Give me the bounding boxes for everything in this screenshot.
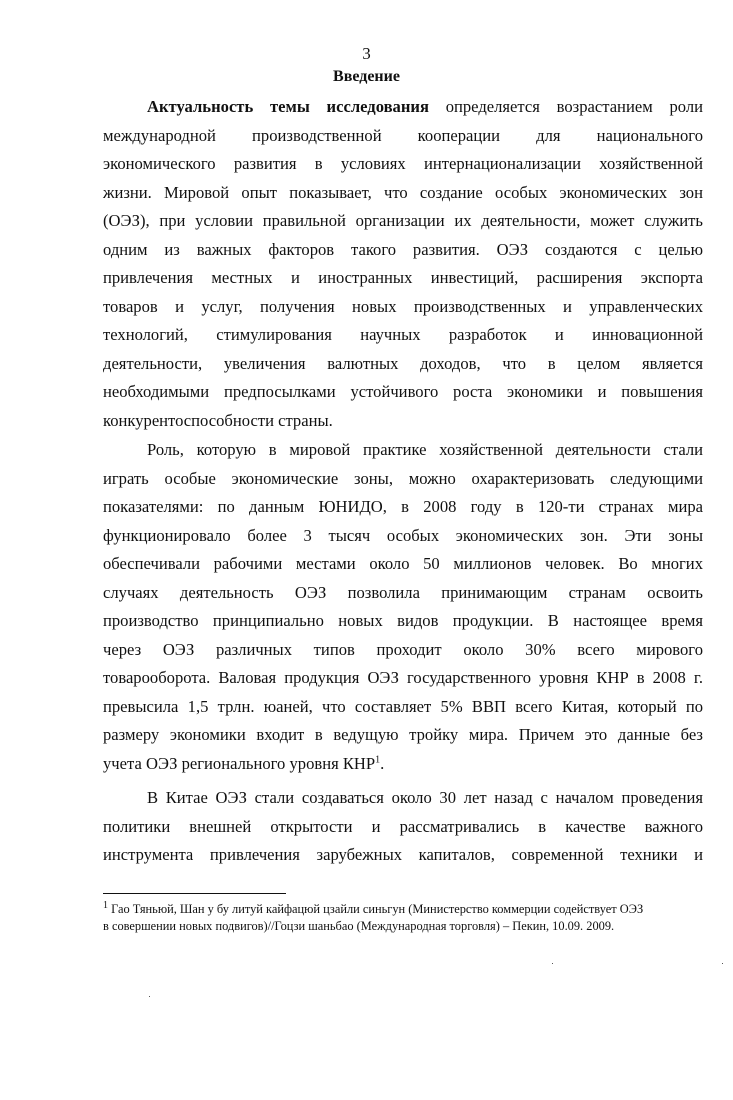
paragraph-line: привлечения местных и иностранных инвестиций, расширения экспорта xyxy=(103,268,703,287)
footnote-text: Гао Тяньюй, Шан у бу литуй кайфацюй цзайли синьгун (Министерство коммерции содействует ОЭЗ xyxy=(108,902,644,916)
scan-speck xyxy=(552,963,553,964)
footnote-marker: 1 xyxy=(103,899,108,911)
paragraph-line: технологий, стимулирования научных разработок и инновационной xyxy=(103,325,703,344)
scan-speck xyxy=(149,996,150,997)
paragraph-line: превысила 1,5 трлн. юаней, что составляет 5% ВВП всего Китая, который по xyxy=(103,696,703,716)
footnote-line xyxy=(103,901,703,918)
paragraph-line: экономического развития в условиях интернационализации хозяйственной xyxy=(103,154,703,173)
paragraph-line: (ОЭЗ), при условии правильной организации их деятельности, может служить xyxy=(103,211,703,230)
paragraph-line xyxy=(103,750,703,779)
paragraph-line: одним из важных факторов такого развития. ОЭЗ создаются с целью xyxy=(103,239,703,259)
paragraph-line: Роль, которую в мировой практике хозяйственной деятельности стали xyxy=(147,440,703,459)
paragraph-line: инструмента привлечения зарубежных капиталов, современной техники и xyxy=(103,845,703,864)
last-line-end: . xyxy=(380,753,385,773)
scan-speck xyxy=(722,963,723,964)
last-line-text: учета ОЭЗ регионального уровня КНР xyxy=(103,753,376,773)
paragraph-line: функционировало более 3 тысяч особых экономических зон. Эти зоны xyxy=(103,525,703,545)
paragraph-line: товаров и услуг, получения новых производственных и управленческих xyxy=(103,296,703,316)
bold-lead-text: Актуальность темы исследования xyxy=(147,97,429,116)
paragraph-line: необходимыми предпосылками устойчивого роста экономики и повышения xyxy=(103,382,703,401)
footnote xyxy=(103,901,703,935)
footnote-line: в совершении новых подвигов)//Гоцзи шаньбао (Международная торговля) – Пекин, 10.09. 2009. xyxy=(103,919,615,933)
paragraph-line: деятельности, увеличения валютных доходов, что в целом является xyxy=(103,353,703,373)
paragraph-line: конкурентоспособности страны. xyxy=(103,410,333,430)
page-number: 3 xyxy=(362,44,371,63)
paragraph-relevance xyxy=(103,93,703,435)
paragraph-line: обеспечивали рабочими местами около 50 миллионов человек. Во многих xyxy=(103,554,703,573)
footnote-reference: 1 xyxy=(375,753,381,765)
paragraph-line: производство принципиально новых видов продукции. В настоящее время xyxy=(103,611,703,630)
footnote-divider xyxy=(103,893,286,894)
paragraph-line: размеру экономики входит в ведущую тройку мира. Причем это данные без xyxy=(103,725,703,744)
paragraph-line: играть особые экономические зоны, можно охарактеризовать следующими xyxy=(103,468,703,488)
paragraph-line xyxy=(103,93,703,122)
paragraph-line: В Китае ОЭЗ стали создаваться около 30 лет назад с началом проведения xyxy=(147,788,703,807)
paragraph-line: политики внешней открытости и рассматривались в качестве важного xyxy=(103,816,703,836)
paragraph-line: жизни. Мировой опыт показывает, что создание особых экономических зон xyxy=(103,182,703,202)
section-heading: Введение xyxy=(333,68,400,85)
paragraph-line: показателями: по данным ЮНИДО, в 2008 году в 120-ти странах мира xyxy=(103,497,703,516)
paragraph-role-of-sez xyxy=(103,436,703,778)
paragraph-line: товарооборота. Валовая продукция ОЭЗ государственного уровня КНР в 2008 г. xyxy=(103,668,703,687)
paragraph-china-sez xyxy=(103,784,703,870)
lead-line-rest: определяется возрастанием роли xyxy=(428,97,703,116)
paragraph-line: через ОЭЗ различных типов проходит около 30% всего мирового xyxy=(103,639,703,659)
paragraph-line: международной производственной кооперации для национального xyxy=(103,125,703,145)
paragraph-line: случаях деятельность ОЭЗ позволила принимающим странам освоить xyxy=(103,582,703,602)
